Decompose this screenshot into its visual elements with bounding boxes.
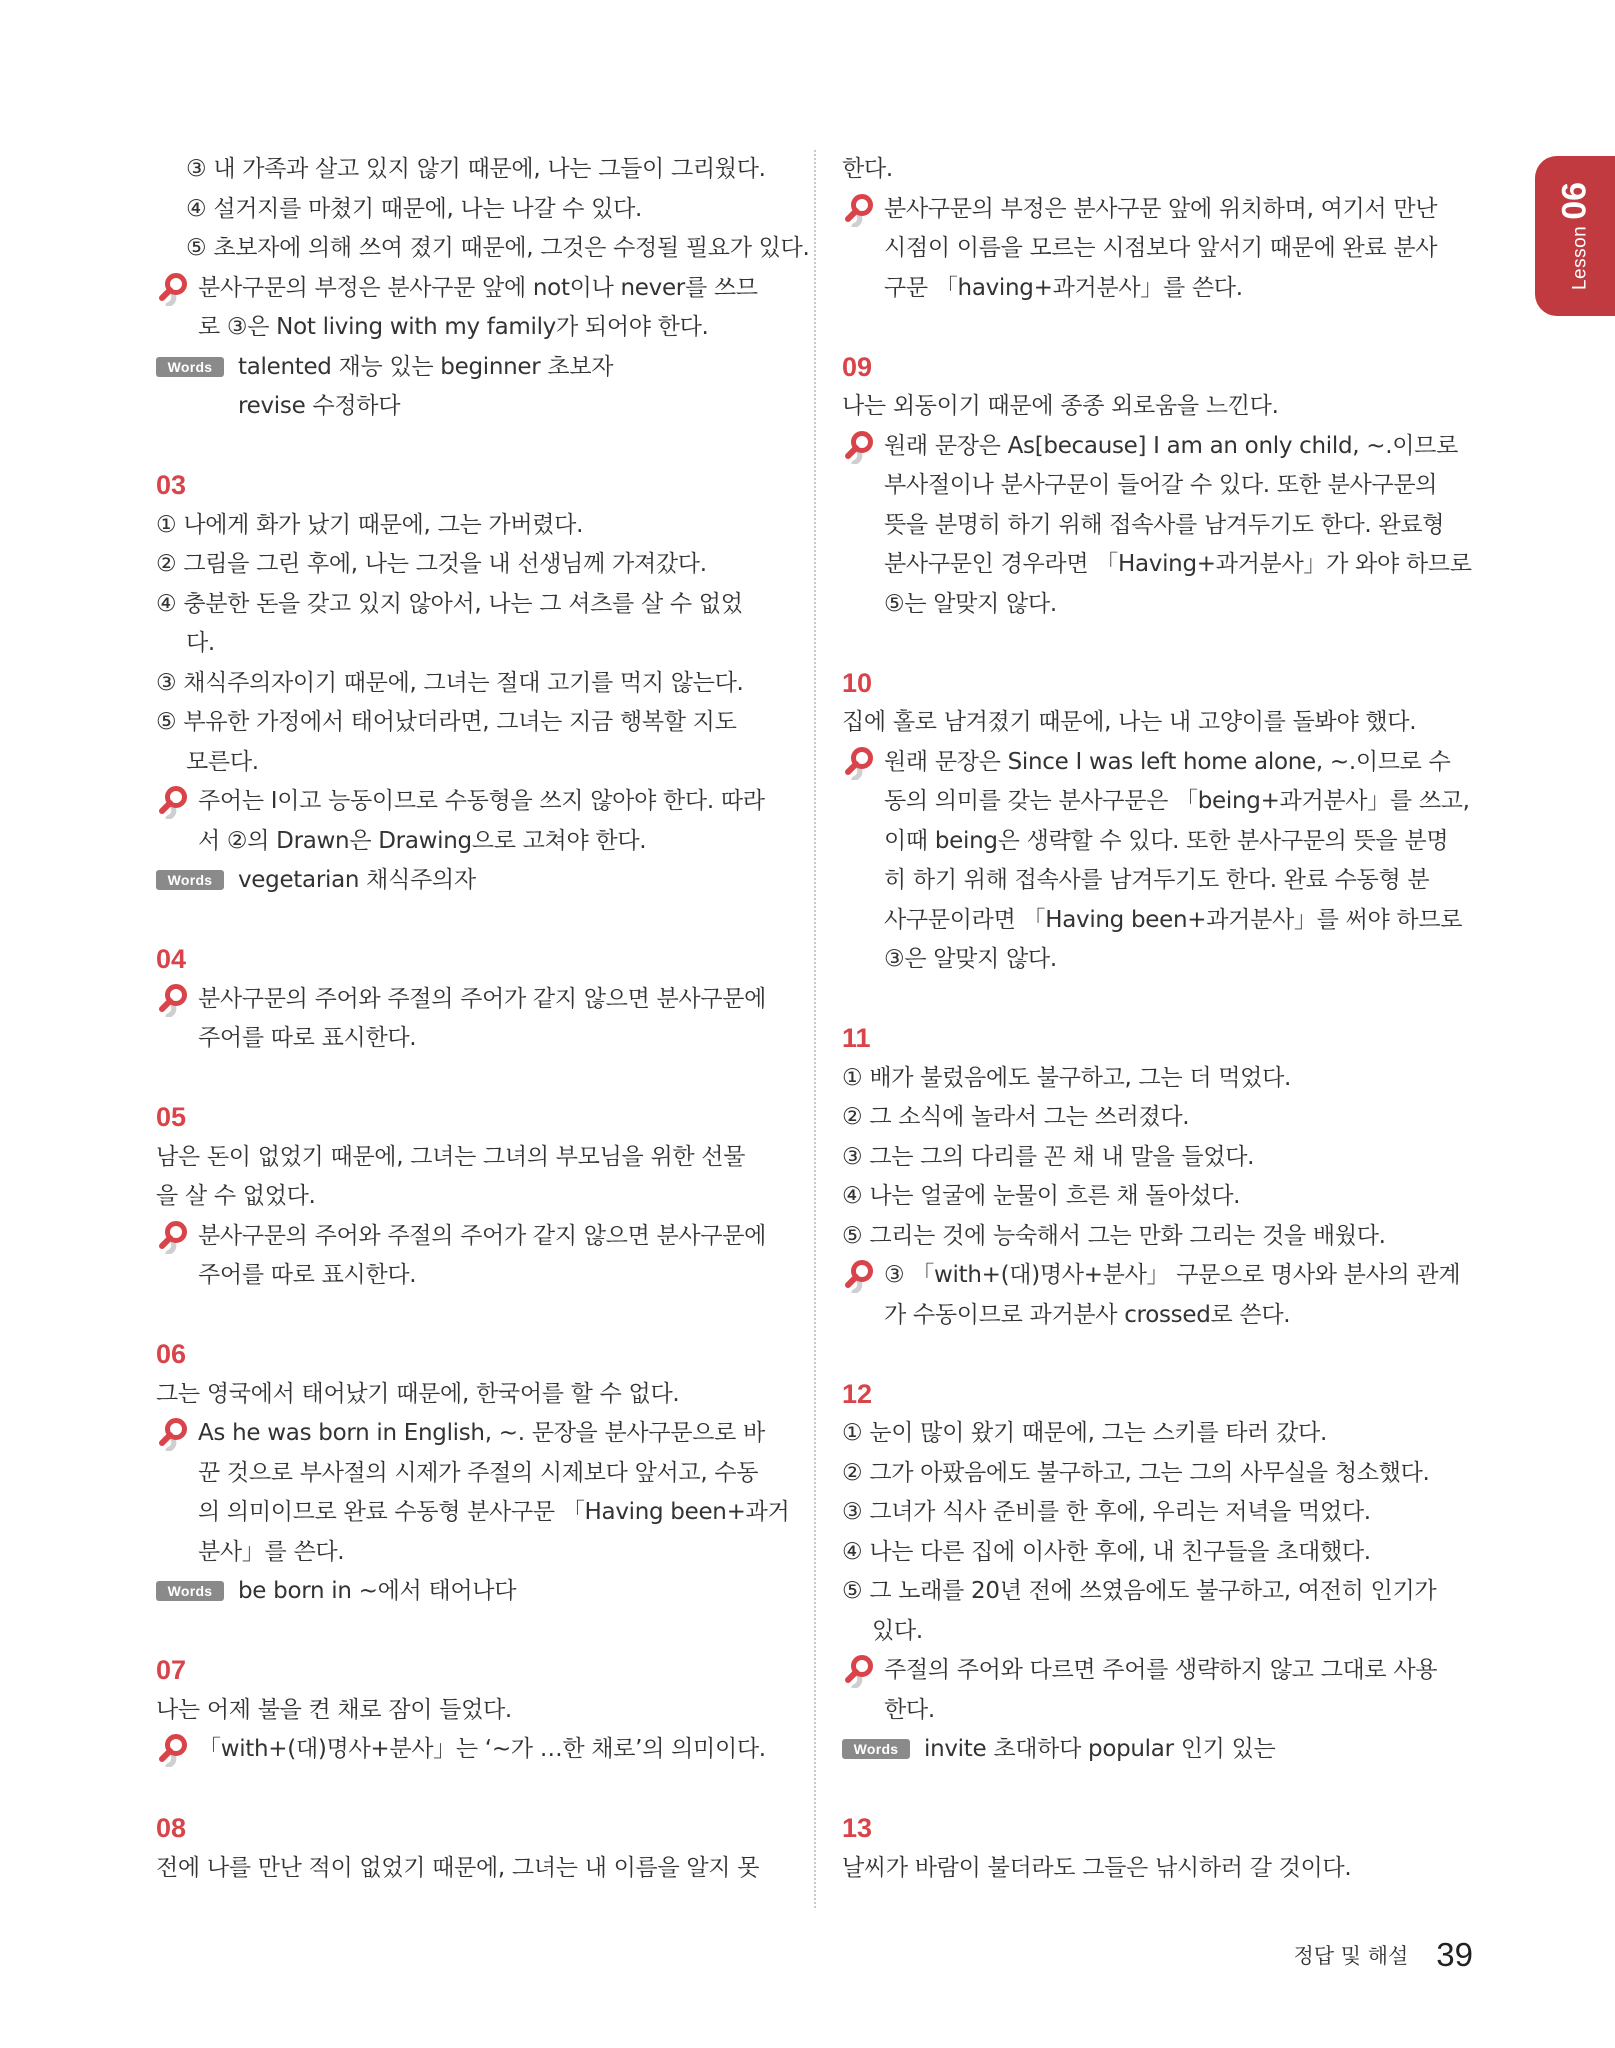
- explanation-line: [842, 1296, 1474, 1336]
- explanation-text: 구문 「having+과거분사」를 쓴다.: [884, 274, 1243, 301]
- question-number-text: 07: [156, 1655, 187, 1685]
- explanation-text: As he was born in English, ~. 문장을 분사구문으로 바: [198, 1420, 765, 1446]
- explanation-text: 뜻을 분명히 하기 위해 접속사를 남겨두기도 한다. 완료형: [884, 511, 1445, 538]
- explanation-text: 주어는 I이고 능동이므로 수동형을 쓰지 않아야 한다. 따라: [198, 788, 765, 814]
- explanation-text: 서 ②의 Drawn은 Drawing으로 고쳐야 한다.: [198, 827, 647, 854]
- question-number: [156, 1335, 786, 1375]
- line-text: ④ 나는 다른 집에 이사한 후에, 내 친구들을 초대했다.: [842, 1538, 1371, 1565]
- explanation-text: 꾼 것으로 부사절의 시제가 주절의 시제보다 앞서고, 수동: [198, 1459, 759, 1486]
- text-line: [842, 1612, 1474, 1652]
- text-line: [156, 190, 786, 230]
- text-line: [842, 1454, 1474, 1494]
- explanation-line: [156, 1217, 786, 1257]
- magnifier-pin-icon: [156, 983, 190, 1017]
- line-text: ⑤ 그 노래를 20년 전에 쓰였음에도 불구하고, 여전히 인기가: [842, 1578, 1437, 1604]
- right-column: [842, 150, 1474, 1888]
- explanation-text: 한다.: [884, 1696, 935, 1723]
- line-text: ③ 채식주의자이기 때문에, 그녀는 절대 고기를 먹지 않는다.: [156, 669, 744, 696]
- explanation-line: [156, 782, 786, 822]
- explanation-line: [842, 190, 1474, 230]
- left-column: [156, 150, 810, 1888]
- line-text: 날씨가 바람이 불더라도 그들은 낚시하러 갈 것이다.: [842, 1854, 1352, 1881]
- text-line: [842, 1217, 1474, 1257]
- text-line: [156, 703, 786, 743]
- footer-label: 정답 및 해설: [1293, 1944, 1409, 1968]
- text-line: [842, 1493, 1474, 1533]
- question-number: [156, 940, 786, 980]
- text-line: [156, 545, 786, 585]
- question-number: [842, 1809, 1474, 1849]
- text-line: [842, 150, 1474, 190]
- question-number: [156, 1651, 786, 1691]
- explanation-text: 분사구문의 주어와 주절의 주어가 같지 않으면 분사구문에: [198, 1222, 767, 1249]
- line-text: ⑤ 초보자에 의해 쓰여 졌기 때문에, 그것은 수정될 필요가 있다.: [186, 235, 810, 261]
- line-text: revise 수정하다: [238, 393, 401, 419]
- explanation-line: [842, 782, 1474, 822]
- text-line: [842, 1533, 1474, 1573]
- text-line: [156, 229, 810, 269]
- text-line: [842, 387, 1474, 427]
- line-text: ③ 그는 그의 다리를 꼰 채 내 말을 들었다.: [842, 1143, 1255, 1170]
- explanation-line: [842, 1651, 1474, 1691]
- question-number-text: 03: [156, 470, 187, 500]
- line-text: ④ 나는 얼굴에 눈물이 흐른 채 돌아섰다.: [842, 1183, 1241, 1209]
- magnifier-pin-icon: [842, 1654, 876, 1688]
- vocabulary-text: talented 재능 있는 beginner 초보자: [238, 353, 614, 380]
- line-text: 을 살 수 없었다.: [156, 1183, 316, 1209]
- explanation-line: [842, 269, 1474, 309]
- explanation-line: [842, 585, 1474, 625]
- magnifier-pin-icon: [842, 430, 876, 464]
- words-badge: Words: [842, 1739, 910, 1759]
- lesson-number: 06: [1555, 181, 1594, 220]
- line-text: ③ 내 가족과 살고 있지 않기 때문에, 나는 그들이 그리웠다.: [186, 156, 766, 182]
- page-footer: [1294, 1936, 1474, 1974]
- section-spacer: [156, 1059, 786, 1099]
- explanation-text: 사구문이라면 「Having been+과거분사」를 써야 하므로: [884, 906, 1463, 933]
- explanation-text: 히 하기 위해 접속사를 남겨두기도 한다. 완료 수동형 분: [884, 867, 1430, 893]
- line-text: ① 배가 불렀음에도 불구하고, 그는 더 먹었다.: [842, 1064, 1292, 1091]
- explanation-line: [842, 545, 1474, 585]
- explanation-line: [156, 1454, 786, 1494]
- section-spacer: [156, 427, 786, 467]
- words-line: [156, 861, 786, 901]
- explanation-line: [156, 1019, 786, 1059]
- words-line: [156, 348, 786, 388]
- section-spacer: [842, 624, 1474, 664]
- section-spacer: [156, 1612, 786, 1652]
- question-number-text: 10: [842, 667, 873, 698]
- explanation-text: 동의 의미를 갖는 분사구문은 「being+과거분사」를 쓰고,: [884, 788, 1470, 814]
- magnifier-pin-icon: [156, 1733, 190, 1767]
- explanation-line: [842, 901, 1474, 941]
- explanation-text: 주절의 주어와 다르면 주어를 생략하지 않고 그대로 사용: [884, 1657, 1438, 1683]
- section-spacer: [842, 308, 1474, 348]
- line-text: 모른다.: [186, 748, 259, 775]
- explanation-text: 주어를 따로 표시한다.: [198, 1262, 417, 1288]
- text-line: [156, 1849, 786, 1889]
- text-line: [156, 150, 786, 190]
- explanation-line: [842, 822, 1474, 862]
- vocabulary-text: be born in ~에서 태어나다: [238, 1578, 517, 1604]
- explanation-text: ③은 알맞지 않다.: [884, 946, 1057, 972]
- magnifier-pin-icon: [842, 193, 876, 227]
- magnifier-pin-icon: [156, 272, 190, 306]
- explanation-line: [156, 822, 786, 862]
- explanation-line: [156, 1256, 786, 1296]
- question-number: [156, 1098, 786, 1138]
- question-number-text: 13: [842, 1813, 873, 1843]
- explanation-text: 이때 being은 생략할 수 있다. 또한 분사구문의 뜻을 분명: [884, 827, 1449, 854]
- text-line: [842, 1849, 1474, 1889]
- words-line: [156, 1572, 786, 1612]
- explanation-line: [842, 229, 1474, 269]
- line-text: 있다.: [872, 1617, 923, 1644]
- explanation-line: [156, 269, 786, 309]
- explanation-text: 주어를 따로 표시한다.: [198, 1025, 417, 1051]
- question-number: [842, 1375, 1474, 1415]
- line-text: 다.: [186, 630, 215, 656]
- vocabulary-text: invite 초대하다 popular 인기 있는: [924, 1736, 1276, 1762]
- text-line: [156, 387, 786, 427]
- magnifier-pin-icon: [156, 1220, 190, 1254]
- explanation-text: 로 ③은 Not living with my family가 되어야 한다.: [198, 314, 709, 340]
- text-line: [156, 664, 786, 704]
- explanation-text: 「with+(대)명사+분사」는 ‘~가 …한 채로’의 의미이다.: [198, 1736, 766, 1762]
- text-line: [156, 743, 786, 783]
- explanation-text: 분사구문인 경우라면 「Having+과거분사」가 와야 하므로: [884, 551, 1472, 577]
- explanation-line: [156, 1730, 786, 1770]
- line-text: ② 그림을 그린 후에, 나는 그것을 내 선생님께 가져갔다.: [156, 551, 707, 577]
- text-line: [842, 1098, 1474, 1138]
- explanation-text: 부사절이나 분사구문이 들어갈 수 있다. 또한 분사구문의: [884, 472, 1438, 498]
- question-number-text: 05: [156, 1102, 187, 1132]
- section-spacer: [842, 1335, 1474, 1375]
- question-number: [156, 1809, 786, 1849]
- question-number: [842, 348, 1474, 388]
- explanation-text: 분사」를 쓴다.: [198, 1538, 345, 1565]
- explanation-line: [842, 1256, 1474, 1296]
- magnifier-pin-icon: [156, 1417, 190, 1451]
- line-text: 남은 돈이 없었기 때문에, 그녀는 그녀의 부모님을 위한 선물: [156, 1143, 746, 1170]
- line-text: ② 그가 아팠음에도 불구하고, 그는 그의 사무실을 청소했다.: [842, 1459, 1430, 1486]
- explanation-line: [842, 427, 1474, 467]
- vocabulary-text: vegetarian 채식주의자: [238, 867, 476, 893]
- line-text: ③ 그녀가 식사 준비를 한 후에, 우리는 저녁을 먹었다.: [842, 1499, 1371, 1525]
- text-line: [156, 1138, 786, 1178]
- lesson-label: Lesson: [1569, 225, 1591, 291]
- text-line: [842, 1138, 1474, 1178]
- explanation-text: 가 수동이므로 과거분사 crossed로 쓴다.: [884, 1301, 1291, 1328]
- magnifier-pin-icon: [842, 746, 876, 780]
- line-text: ⑤ 부유한 가정에서 태어났더라면, 그녀는 지금 행복할 지도: [156, 709, 737, 735]
- line-text: ④ 설거지를 마쳤기 때문에, 나는 나갈 수 있다.: [186, 195, 643, 222]
- column-divider: [814, 150, 816, 1908]
- magnifier-pin-icon: [842, 1259, 876, 1293]
- explanation-line: [842, 1691, 1474, 1731]
- section-spacer: [842, 1770, 1474, 1810]
- explanation-line: [156, 980, 786, 1020]
- words-badge: Words: [156, 870, 224, 890]
- line-text: ② 그 소식에 놀라서 그는 쓰러졌다.: [842, 1104, 1190, 1130]
- explanation-text: 분사구문의 주어와 주절의 주어가 같지 않으면 분사구문에: [198, 985, 767, 1012]
- words-line: [842, 1730, 1474, 1770]
- line-text: 집에 홀로 남겨졌기 때문에, 나는 내 고양이를 돌봐야 했다.: [842, 709, 1417, 735]
- section-spacer: [156, 1770, 786, 1810]
- text-line: [842, 1572, 1474, 1612]
- line-text: 전에 나를 만난 적이 없었기 때문에, 그녀는 내 이름을 알지 못: [156, 1854, 760, 1881]
- text-line: [156, 1375, 786, 1415]
- text-line: [156, 1691, 786, 1731]
- text-line: [156, 506, 786, 546]
- question-number-text: 08: [156, 1813, 187, 1843]
- words-badge: Words: [156, 1581, 224, 1601]
- lesson-tab: [1535, 156, 1615, 316]
- question-number-text: 04: [156, 944, 187, 974]
- question-number-text: 11: [842, 1023, 871, 1053]
- question-number-text: 06: [156, 1339, 187, 1369]
- explanation-line: [842, 506, 1474, 546]
- text-line: [842, 1414, 1474, 1454]
- explanation-line: [842, 861, 1474, 901]
- explanation-line: [156, 1493, 790, 1533]
- text-line: [842, 1177, 1474, 1217]
- text-line: [842, 1059, 1474, 1099]
- explanation-text: 분사구문의 부정은 분사구문 앞에 위치하며, 여기서 만난: [884, 195, 1438, 222]
- explanation-text: 분사구문의 부정은 분사구문 앞에 not이나 never를 쓰므: [198, 274, 758, 301]
- question-number: [842, 664, 1474, 704]
- text-line: [156, 624, 786, 664]
- line-text: 그는 영국에서 태어났기 때문에, 한국어를 할 수 없다.: [156, 1380, 680, 1407]
- explanation-line: [842, 940, 1474, 980]
- question-number: [156, 466, 786, 506]
- section-spacer: [156, 1296, 786, 1336]
- explanation-line: [156, 1414, 786, 1454]
- page-number: 39: [1436, 1936, 1473, 1973]
- line-text: 나는 외동이기 때문에 종종 외로움을 느낀다.: [842, 393, 1279, 419]
- explanation-line: [156, 1533, 786, 1573]
- line-text: 나는 어제 불을 켠 채로 잠이 들었다.: [156, 1696, 512, 1723]
- explanation-line: [156, 308, 786, 348]
- section-spacer: [156, 901, 786, 941]
- magnifier-pin-icon: [156, 785, 190, 819]
- explanation-text: ③ 「with+(대)명사+분사」 구문으로 명사와 분사의 관계: [884, 1262, 1461, 1288]
- text-line: [842, 703, 1474, 743]
- explanation-text: 원래 문장은 As[because] I am an only child, ~.이므로: [884, 432, 1458, 459]
- line-text: ⑤ 그리는 것에 능숙해서 그는 만화 그리는 것을 배웠다.: [842, 1222, 1386, 1249]
- explanation-text: 의 의미이므로 완료 수동형 분사구문 「Having been+과거: [198, 1499, 790, 1525]
- section-spacer: [842, 980, 1474, 1020]
- explanation-text: 시점이 이름을 모르는 시점보다 앞서기 때문에 완료 분사: [884, 235, 1438, 261]
- question-number-text: 09: [842, 351, 873, 382]
- line-text: ① 눈이 많이 왔기 때문에, 그는 스키를 타러 갔다.: [842, 1420, 1327, 1446]
- question-number-text: 12: [842, 1378, 873, 1409]
- line-text: 한다.: [842, 156, 893, 182]
- text-line: [156, 1177, 786, 1217]
- line-text: ④ 충분한 돈을 갖고 있지 않아서, 나는 그 셔츠를 살 수 없었: [156, 590, 743, 617]
- explanation-line: [842, 743, 1474, 783]
- words-badge: Words: [156, 357, 224, 377]
- explanation-line: [842, 466, 1474, 506]
- explanation-text: 원래 문장은 Since I was left home alone, ~.이므로 수: [884, 748, 1451, 775]
- explanation-text: ⑤는 알맞지 않다.: [884, 590, 1057, 617]
- text-line: [156, 585, 786, 625]
- question-number: [842, 1019, 1474, 1059]
- line-text: ① 나에게 화가 났기 때문에, 그는 가버렸다.: [156, 511, 584, 538]
